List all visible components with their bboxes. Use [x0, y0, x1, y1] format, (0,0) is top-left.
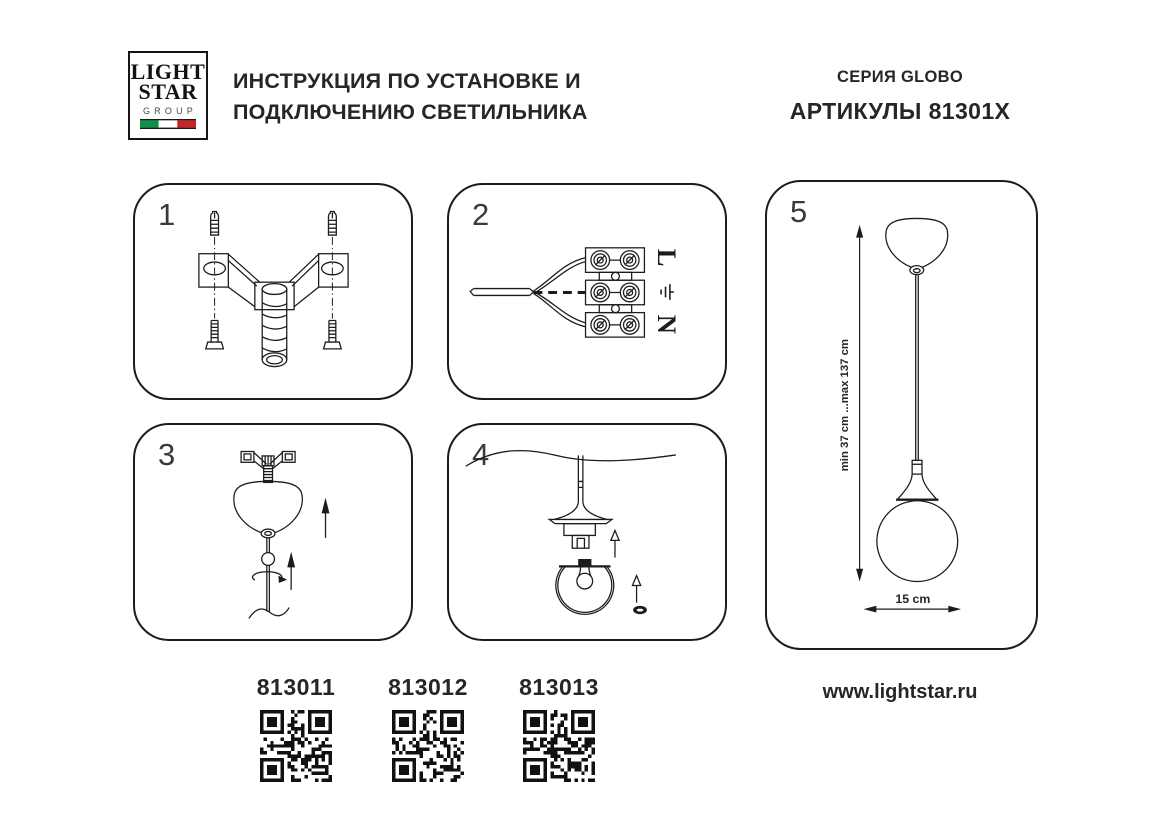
- series-block: [750, 68, 1050, 125]
- step-1-number: 1: [158, 197, 176, 232]
- logo-word-star: STAR: [138, 79, 198, 104]
- step-5-number: 5: [790, 194, 808, 229]
- article-block: [380, 674, 476, 782]
- page-title-line1: ИНСТРУКЦИЯ ПО УСТАНОВКЕ И: [233, 69, 581, 93]
- article-code: 813013: [519, 674, 599, 700]
- qr-code: [260, 710, 332, 782]
- step2-wiring-drawing: [449, 185, 725, 398]
- qr-code: [523, 710, 595, 782]
- up-arrow-icon: [322, 498, 330, 538]
- step-4-number: 4: [472, 437, 490, 472]
- step-1-panel: [133, 183, 413, 400]
- logo-word-light: LIGHT: [130, 59, 206, 84]
- lightstar-logo: [128, 51, 208, 140]
- height-dimension-label: min 37 cm ...max 137 cm: [838, 339, 851, 472]
- italian-flag-stripe: [140, 119, 196, 129]
- step3-canopy-drawing: [135, 425, 411, 639]
- step1-bracket-drawing: [135, 185, 411, 398]
- step-4-panel: [447, 423, 727, 641]
- terminal-label-neutral: N: [651, 314, 682, 334]
- fixing-ring-icon: [633, 606, 647, 614]
- height-dimension: [839, 225, 863, 582]
- width-dimension: [864, 592, 962, 612]
- up-arrow-icon: [632, 576, 640, 603]
- page-title-line2: ПОДКЛЮЧЕНИЮ СВЕТИЛЬНИКА: [233, 100, 588, 124]
- article-code: 813012: [388, 674, 468, 700]
- step-5-panel: [765, 180, 1038, 650]
- qr-code: [392, 710, 464, 782]
- step-3-panel: [133, 423, 413, 641]
- step-2-panel: [447, 183, 727, 400]
- articles-heading: АРТИКУЛЫ 81301X: [789, 98, 1011, 124]
- up-arrow-icon: [287, 552, 295, 590]
- article-code: 813011: [256, 674, 336, 700]
- wall-dowel-icon: [328, 212, 336, 236]
- terminal-label-live: L: [651, 248, 682, 267]
- mounting-screw-icon: [324, 320, 342, 348]
- article-block: [511, 674, 607, 782]
- mounting-screw-icon: [206, 320, 224, 348]
- up-arrow-icon: [611, 531, 619, 558]
- page-title: [233, 66, 588, 128]
- step-3-number: 3: [158, 437, 176, 472]
- step5-dimension-drawing: [767, 182, 1036, 648]
- step-2-number: 2: [472, 197, 490, 232]
- earth-ground-icon: [661, 284, 674, 300]
- website-url: www.lightstar.ru: [822, 681, 978, 703]
- series-name: СЕРИЯ GLOBO: [836, 68, 964, 86]
- logo-word-group: GROUP: [142, 106, 197, 116]
- width-dimension-label: 15 cm: [895, 592, 931, 607]
- article-block: [248, 674, 344, 782]
- step4-globe-drawing: [449, 425, 725, 639]
- wall-dowel-icon: [211, 212, 219, 236]
